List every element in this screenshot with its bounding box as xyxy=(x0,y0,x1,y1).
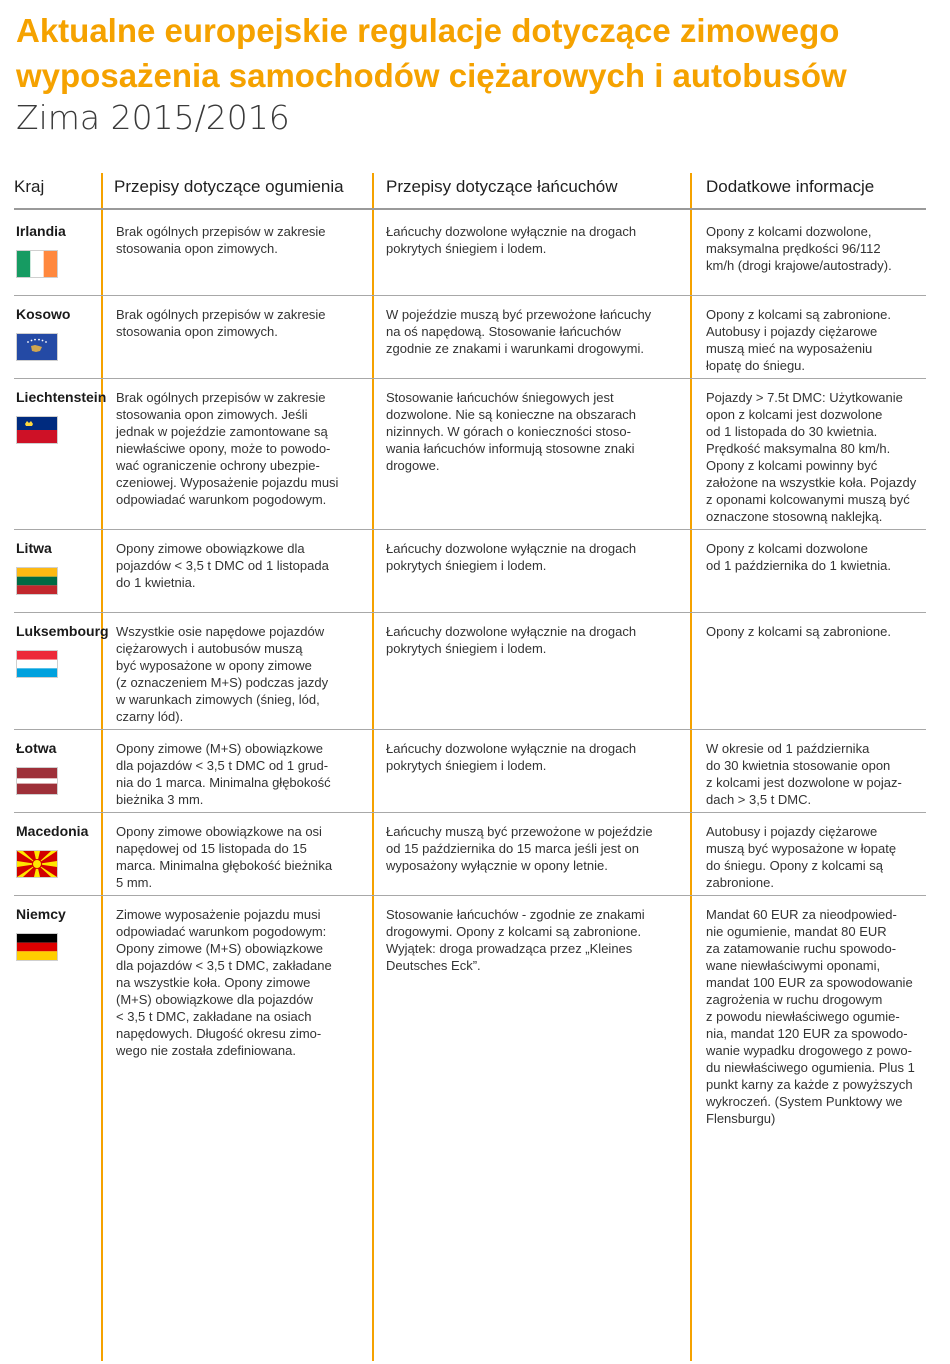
tires-rule: Brak ogólnych przepisów w zakresie stosowania opon zimowych. xyxy=(116,307,326,339)
country-name: Łotwa xyxy=(16,740,57,756)
country-name: Liechtenstein xyxy=(16,389,107,405)
additional-info: W okresie od 1 października do 30 kwietnia stosowanie opon z kolcami jest dozwolone w pojaz- dach > 3,5 t DMC. xyxy=(706,741,902,807)
page-title: Aktualne europejskie regulacje dotyczące zimowego wyposażenia samochodów ciężarowych i autobusów xyxy=(16,12,847,94)
tires-rule: Opony zimowe obowiązkowe dla pojazdów < 3,5 t DMC od 1 listopada do 1 kwietnia. xyxy=(116,541,329,590)
row-divider xyxy=(14,378,926,379)
row-divider xyxy=(14,895,926,896)
column-header-chains: Przepisy dotyczące łańcuchów xyxy=(386,177,618,196)
chains-rule: Stosowanie łańcuchów śniegowych jest dozwolone. Nie są konieczne na obszarach nizinnych. W górach o konieczności stoso- wania łańcuchów informują stosowne znaki drogowe. xyxy=(386,390,637,473)
chains-rule: Łańcuchy dozwolone wyłącznie na drogach pokrytych śniegiem i lodem. xyxy=(386,624,637,656)
chains-rule: Stosowanie łańcuchów - zgodnie ze znakami drogowymi. Opony z kolcami są zabronione. Wyjątek: droga prowadząca przez „Kleines Deutsches Eck”. xyxy=(386,907,645,973)
country-name: Niemcy xyxy=(16,906,66,922)
page-subtitle: Zima 2015/2016 xyxy=(16,98,290,137)
row-divider xyxy=(14,729,926,730)
additional-info: Autobusy i pojazdy ciężarowe muszą być wyposażone w łopatę do śniegu. Opony z kolcami są zabronione. xyxy=(706,824,897,890)
chains-rule: Łańcuchy dozwolone wyłącznie na drogach pokrytych śniegiem i lodem. xyxy=(386,541,637,573)
additional-info: Opony z kolcami dozwolone, maksymalna prędkości 96/112 km/h (drogi krajowe/autostrady). xyxy=(706,224,892,273)
latvia-flag-icon xyxy=(16,767,58,795)
tires-rule: Brak ogólnych przepisów w zakresie stosowania opon zimowych. xyxy=(116,224,326,256)
additional-info: Opony z kolcami są zabronione. Autobusy i pojazdy ciężarowe muszą mieć na wyposażeniu łopatę do śniegu. xyxy=(706,307,891,373)
tires-rule: Opony zimowe obowiązkowe na osi napędowej od 15 listopada do 15 marca. Minimalna głębokość bieżnika 5 mm. xyxy=(116,824,333,890)
lithuania-flag-icon xyxy=(16,567,58,595)
column-header-tires: Przepisy dotyczące ogumienia xyxy=(114,177,344,196)
kosovo-flag-icon xyxy=(16,333,58,361)
column-divider-3 xyxy=(690,173,692,1361)
tires-rule: Brak ogólnych przepisów w zakresie stosowania opon zimowych. Jeśli jednak w pojeździe zamontowane są niewłaściwe opony, może to powodo- wać ograniczenie ochrony ubezpie- czeniowej. Wyposażenie pojazdu musi odpowiadać warunkom pogodowym. xyxy=(116,390,339,507)
header-rule xyxy=(14,208,926,210)
chains-rule: Łańcuchy dozwolone wyłącznie na drogach pokrytych śniegiem i lodem. xyxy=(386,741,637,773)
chains-rule: Łańcuchy dozwolone wyłącznie na drogach pokrytych śniegiem i lodem. xyxy=(386,224,637,256)
luxembourg-flag-icon xyxy=(16,650,58,678)
tires-rule: Wszystkie osie napędowe pojazdów ciężarowych i autobusów muszą być wyposażone w opony zimowe (z oznaczeniem M+S) podczas jazdy w warunkach zimowych (śnieg, lód, czarny lód). xyxy=(116,624,329,724)
column-header-additional: Dodatkowe informacje xyxy=(706,177,875,196)
tires-rule: Opony zimowe (M+S) obowiązkowe dla pojazdów < 3,5 t DMC od 1 grud- nia do 1 marca. Minimalna głębokość bieżnika 3 mm. xyxy=(116,741,331,807)
country-name: Luksembourg xyxy=(16,623,109,639)
country-name: Irlandia xyxy=(16,223,66,239)
row-divider xyxy=(14,612,926,613)
germany-flag-icon xyxy=(16,933,58,961)
additional-info: Opony z kolcami dozwolone od 1 października do 1 kwietnia. xyxy=(706,541,892,573)
country-name: Litwa xyxy=(16,540,52,556)
column-divider-1 xyxy=(101,173,103,1361)
chains-rule: W pojeździe muszą być przewożone łańcuchy na oś napędową. Stosowanie łańcuchów zgodnie ze znakami i warunkami drogowymi. xyxy=(386,307,652,356)
ireland-flag-icon xyxy=(16,250,58,278)
chains-rule: Łańcuchy muszą być przewożone w pojeździe od 15 października do 15 marca jeśli jest on wyposażony wyłącznie w opony letnie. xyxy=(386,824,653,873)
additional-info: Opony z kolcami są zabronione. xyxy=(706,624,891,639)
tires-rule: Zimowe wyposażenie pojazdu musi odpowiadać warunkom pogodowym: Opony zimowe (M+S) obowiązkowe dla pojazdów < 3,5 t DMC, zakładane na wszystkie koła. Opony zimowe (M+S) obowiązkowe dla pojazdów < 3,5 t DMC, zakładane na osiach napędowych. Długość okresu zimo- wego nie została zdefiniowana. xyxy=(116,907,332,1058)
liechtenstein-flag-icon xyxy=(16,416,58,444)
column-header-country: Kraj xyxy=(14,177,45,196)
macedonia-flag-icon xyxy=(16,850,58,878)
row-divider xyxy=(14,295,926,296)
additional-info: Pojazdy > 7.5t DMC: Użytkowanie opon z kolcami jest dozwolone od 1 listopada do 30 kwietnia. Prędkość maksymalna 80 km/h. Opony z kolcami powinny być założone na wszystkie koła. Pojazdy z oponami kolcowanymi muszą być oznaczone stosowną naklejką. xyxy=(706,390,917,524)
row-divider xyxy=(14,812,926,813)
row-divider xyxy=(14,529,926,530)
additional-info: Mandat 60 EUR za nieodpowied- nie ogumienie, mandat 80 EUR za zatamowanie ruchu spowodo- wane niewłaściwymi oponami, mandat 100 EUR za spowodowanie zagrożenia w ruchu drogowym z powodu niewłaściwego ogumie- nia, mandat 120 EUR za spowodo- wanie wypadku drogowego z powo- du niewłaściwego ogumienia. Plus 1 punkt karny za każde z powyższych wykroczeń. (System Punktowy we Flensburgu) xyxy=(706,907,915,1126)
country-name: Kosowo xyxy=(16,306,71,322)
column-divider-2 xyxy=(372,173,374,1361)
country-name: Macedonia xyxy=(16,823,89,839)
